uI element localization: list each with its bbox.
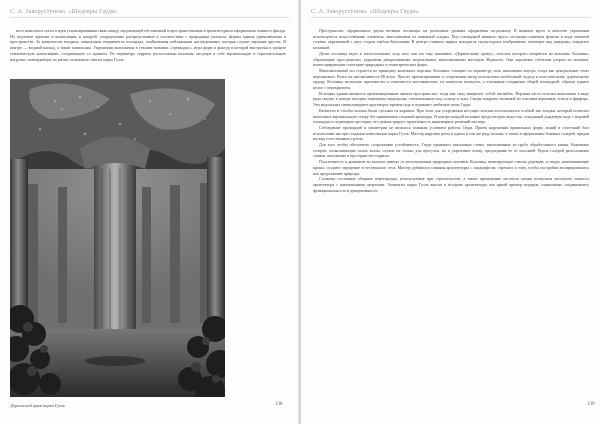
- right-paragraph-3: Многоколонный зал строится по принципу античного портика. Колонны, стоящие по периметру зала, наклонены внутрь, тогда как центральные стоят вертикально. Всего их насчитывается 86 штук. При их проектировании и сооружении автор использовал необычный подход к классическому дорическому ордеру. Колонны несколько приземисты и отличаются массивностью; их капители изогнуты, а основания соединены общей площадкой, образуя единое целое с перекрытием.: [313, 67, 589, 91]
- right-paragraph-2: Далее лестница ведет к гипостильному залу, или, как его еще называют, «Дорическому храму», потолок которого опирается на колонны. Колонны, образующие пространство, украшены декоративными медальонами, выполненными мастером Жужолем. Они окружены сетчатым узором из мозаики, иллюстрирующим сочетание природных и геометрических форм.: [313, 50, 589, 68]
- colonnade-photo: [10, 79, 225, 397]
- right-paragraph-6: Соблюдение пропорций и симметрии не являлось главным условием работы Гауди. Прием нарушения правильных форм, линий и сочетаний был использован им при создании композиции парка Гуэль. Мастер нарушил ритм в одном и том же ряду колонн, а также в оформлении боковых галерей, придав им вид естественных гротов.: [313, 124, 589, 142]
- left-body-text: [10, 28, 286, 62]
- right-paragraph-1: Пространство, оформленное двумя ветвями лестницы, на различных уровнях оформлены по-разному. В нижнем ярусе в качестве украшения используются искусственные элементы, выполненные из каменной кладки. Под площадкой нижнего яруса лестницы помещен фонтан в виде змеиной головы, окруженной с двух сторон гербом Каталонии. В центре главного марша находится скульптурное изображение, имеющее вид ящерицы, покрытое мозаикой.: [313, 28, 589, 51]
- photo-caption: Дорический храм парка Гуэль: [10, 403, 65, 408]
- right-page: [301, 0, 600, 424]
- right-paragraph-7: Для того чтобы обеспечить сооружению устойчивость, Гауди применил наклонные стены, выполненные из грубо обработанного камня. Каменные галереи, опоясывающие склон холма, служат не только для прогулок, но и укрепляют почву, предохраняя ее от оползней. Вдоль галерей расположены скамьи, вписанные в пространство террасы.: [313, 142, 589, 159]
- right-body-text: [313, 28, 589, 193]
- right-paragraph-8: Пластичность и динамизм во многом зависят от использования природных мотивов. Колонны, имитирующие стволы деревьев, и своды, напоминающие кроны, создают ощущение естественного леса. Мастер добивался слияния архитектуры с ландшафтом, стремясь к тому, чтобы постройки воспринимались как продолжение природы.: [313, 159, 589, 176]
- running-head-left: С. А. Закорустунова. «Шедевры Гауди»: [10, 9, 289, 18]
- page-number-right: 139: [587, 402, 595, 407]
- running-head-right: С. А. Закорустунова. «Шедевры Гауди»: [311, 9, 590, 18]
- right-paragraph-9: Сложные составные оборные перегородки, используемые при строительстве, а также применение местного камня позволили воплотить замысел архитектора с наименьшими затратами. Элементы парка Гуэль вошли в историю архитектуры как яркий пример модерна, гармонично соединившего функциональность и декоративность.: [313, 176, 589, 193]
- right-paragraph-4: Колонны здания являются организационным звеном пространства, тогда как свод завершает собой ансамбль. Верхняя часть потолка выполнена в виде ряда сводов, в центре которых помещены медальоны, стилизованные под солнце и луну. Своды покрыты мозаикой из осколков керамики, стекла и фарфора. Эти медальоны символизируют круговорот времен года и отражают любимые темы Гауди.: [313, 90, 589, 108]
- left-page: [0, 0, 299, 424]
- right-paragraph-5: Капители и столбы колонн были сделаны из кирпича. При этом для сооружения несущих колонн использовался особый тип кладки, который позволял выполнять вертикальную опору без применения стальной арматуры. В центре каждой колонны предусмотрен водосток, отводящий дождевую воду с верхней площадки в подземную цистерну, что демонстрирует практичность инженерных решений мастера.: [313, 107, 589, 125]
- page-number-left: 138: [275, 402, 283, 407]
- left-paragraph: ного комплекса стали и идея утилизированная связь между окружающей обстановкой в пространственном и архитектурном оформлении главного фасада. Не подлежит критике и композиция, в которой, упорядоченно распределенные в соответствии с природным уклоном, формы здания уравновешены в пространстве. За комплексом входных павильонов открывается площадка, окаймленная пейзажными насаждениями, которая служит верхним ярусом. В центре — водный каскад, а также павильоны. Украшения выполнены в технике мозаики «тренкадис», игра форм и фактур в которой выстроена в единую тематическую композицию, соединенную со зданием. По периметру террасы расположены колонны, несущие в себе вертикальную и горизонтальную нагрузки, повторяющие по ритму пальмовые стволы парка Гуэль.: [10, 28, 286, 62]
